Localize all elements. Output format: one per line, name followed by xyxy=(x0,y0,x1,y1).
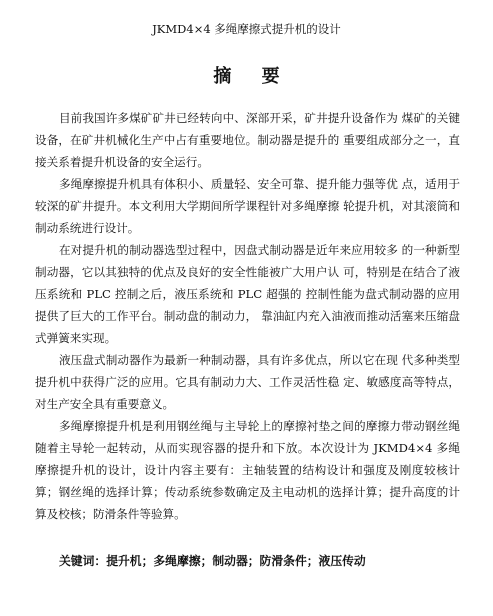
abstract-paragraph-1: 目前我国许多煤矿矿井已经转向中、深部开采，矿井提升设备作为 煤矿的关键设备，在矿井机械化生产中占有重要地位。制动器是提升的 重要组成部分之一，直接关系着提升机设备的安全运行。 xyxy=(35,111,460,169)
abstract-paragraph-2: 多绳摩擦提升机具有体积小、质量轻、安全可靠、提升能力强等优 点，适用于较深的矿井提升。本文利用大学期间所学课程针对多绳摩擦 轮提升机，对其滚筒和制动系统进行设计。 xyxy=(35,177,460,235)
keywords-line: 关键词：提升机；多绳摩擦；制动器；防滑条件；液压传动 xyxy=(59,554,366,568)
abstract-paragraph-3: 在对提升机的制动器选型过程中，因盘式制动器是近年来应用较多 的一种新型制动器，它以其独特的优点及良好的安全性能被广大用户认 可，特别是在结合了液压系统和 PLC 控制之后，液压系统和 PLC 超强的 控制性能为盘式制动器的应用提供了巨大的工作平台。制动盘的制动力， 靠油缸内充入油液而推动活塞来压缩盘式弹簧来实现。 xyxy=(35,243,460,345)
abstract-paragraph-5: 多绳摩擦提升机是利用钢丝绳与主导轮上的摩擦衬垫之间的摩擦力带动钢丝绳随着主导轮一起转动，从而实现容器的提升和下放。本次设计为 JKMD4×4 多绳摩擦提升机的设计，设计内容主要有：主轴装置的结构设计和强度及刚度较核计算；钢丝绳的选择计算；传动系统参数确定及主电动机的选择计算；提升高度的计算及校核；防滑条件等验算。 xyxy=(35,419,460,521)
abstract-title: 摘 要 xyxy=(213,66,292,87)
abstract-paragraph-4: 液压盘式制动器作为最新一种制动器，具有许多优点，所以它在现 代多种类型提升机中获得广泛的应用。它具有制动力大、工作灵活性稳 定、敏感度高等特点，对生产安全具有重要意义。 xyxy=(35,353,460,411)
abstract-body xyxy=(35,107,460,525)
document-header: JKMD4×4 多绳摩擦式提升机的设计 xyxy=(152,22,341,36)
